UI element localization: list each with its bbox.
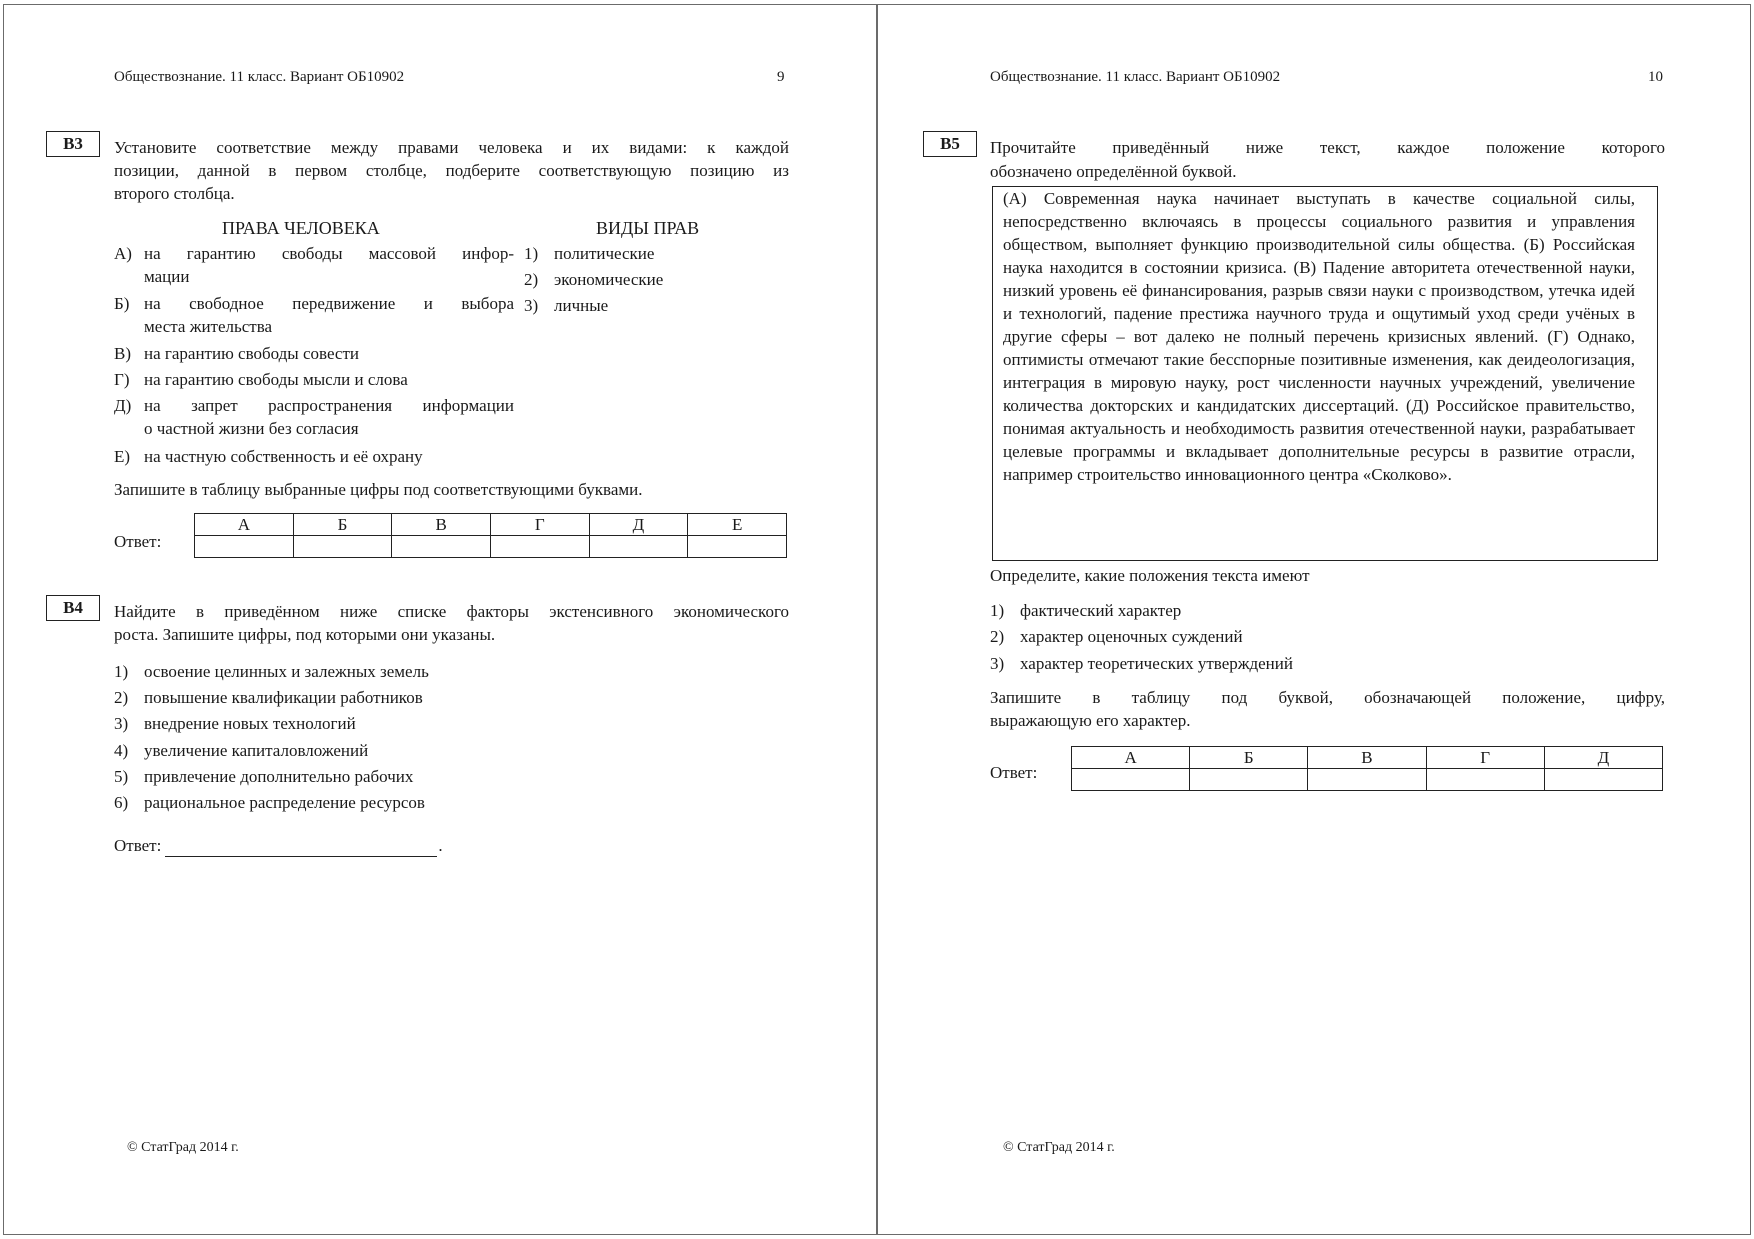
item-text: на частную собственность и её охрану [144, 447, 423, 466]
answer-letter-cell: Г [1426, 747, 1544, 769]
answer-input-row [1072, 769, 1663, 791]
b3-answer-label: Ответ: [114, 532, 162, 551]
question-label-b4: B4 [46, 595, 100, 621]
answer-letter-cell: А [1072, 747, 1190, 769]
item-marker: В) [114, 344, 131, 363]
item-text: привлечение дополнительно рабочих [144, 767, 414, 786]
b3-instruction-line-3: второго столбца. [114, 184, 235, 203]
b5-answer-table [1071, 746, 1663, 791]
b3-write-instruction: Запишите в таблицу выбранные цифры под соответствующими буквами. [114, 480, 643, 499]
answer-input-cell[interactable] [392, 536, 491, 558]
item-marker: Г) [114, 370, 130, 389]
item-text: повышение квалификации работников [144, 688, 423, 707]
answer-letter-cell: В [1308, 747, 1426, 769]
answer-input-cell[interactable] [1308, 769, 1426, 791]
item-text: на гарантию свободы массовой инфор- [144, 244, 514, 263]
item-text: на гарантию свободы совести [144, 344, 359, 363]
answer-letter-cell: Д [589, 514, 688, 536]
b4-answer-line: Ответ: . [114, 836, 443, 855]
item-marker: 3) [114, 714, 129, 733]
answer-input-cell[interactable] [293, 536, 392, 558]
item-text: экономические [554, 270, 664, 289]
item-marker: Д) [114, 396, 132, 415]
item-text: фактический характер [1020, 601, 1182, 620]
answer-input-row [195, 536, 787, 558]
page-9 [3, 4, 877, 1235]
kinds-column-header: ВИДЫ ПРАВ [596, 218, 700, 238]
answer-letter-cell: Б [1190, 747, 1308, 769]
page-footer: © СтатГрад 2014 г. [1003, 1140, 1115, 1155]
answer-letter-cell: В [392, 514, 491, 536]
answer-letters-row [1072, 747, 1663, 769]
answer-input-cell[interactable] [1426, 769, 1544, 791]
item-text: на гарантию свободы мысли и слова [144, 370, 408, 389]
item-text-continued: о частной жизни без согласия [144, 419, 359, 438]
answer-input-cell[interactable] [688, 536, 787, 558]
answer-letters-row [195, 514, 787, 536]
item-marker: 3) [990, 654, 1005, 673]
item-marker: 1) [990, 601, 1005, 620]
question-label-b3: B3 [46, 131, 100, 157]
item-marker: Б) [114, 294, 130, 313]
page-header: Обществознание. 11 класс. Вариант ОБ10902 [114, 69, 405, 85]
item-text: на запрет распространения информации [144, 396, 514, 415]
answer-input-cell[interactable] [1544, 769, 1662, 791]
item-text: личные [554, 296, 609, 315]
item-text-continued: места жительства [144, 317, 273, 336]
item-text: увеличение капиталовложений [144, 741, 369, 760]
b5-write-line-2: выражающую его характер. [990, 711, 1191, 730]
answer-letter-cell: А [195, 514, 294, 536]
reading-passage: (А) Современная наука начинает выступать в качестве социальной силы, непосредственно включаясь в процессы социального развития и управления обществом, выполняет функцию производительной силы общества. (Б) Российская наука находится в состоянии кризиса. (В) Падение авторитета отечественной науки, низкий уровень её финансирования, разрыв связи науки с производством, утечка идей и технологий, падение престижа научного труда и ощутимый уход среди учёных в другие сферы – вот далеко не полный перечень кризисных явлений. (Г) Однако, оптимисты отмечают такие бесспорные позитивные изменения, как деидеологизация, интеграция в мировую науку, рост численности научных учреждений, увеличение количества докторских и кандидатских диссертаций. (Д) Российское правительство, понимая актуальность и необходимость развития отечественной науки, разрабатывает целевые программы и вкладывает дополнительные ресурсы в развитие отрасли, например строительство инновационного центра «Сколково». [1003, 189, 1635, 484]
b4-answer-label: Ответ: [114, 836, 162, 855]
answer-letter-cell: Д [1544, 747, 1662, 769]
answer-input-cell[interactable] [1072, 769, 1190, 791]
page-10 [877, 4, 1751, 1235]
item-text: характер теоретических утверждений [1020, 654, 1293, 673]
item-marker: А) [114, 244, 132, 263]
b3-instruction-line-2: позиции, данной в первом столбце, подберите соответствующую позицию из [114, 161, 789, 180]
item-text: характер оценочных суждений [1020, 627, 1243, 646]
answer-letter-cell: Е [688, 514, 787, 536]
item-marker: 2) [990, 627, 1005, 646]
b4-instruction-line-2: роста. Запишите цифры, под которыми они указаны. [114, 625, 496, 644]
answer-letter-cell: Б [293, 514, 392, 536]
page-number: 9 [777, 69, 785, 85]
item-text: внедрение новых технологий [144, 714, 356, 733]
b5-instruction-line-1: Прочитайте приведённый ниже текст, каждое положение которого [990, 138, 1665, 157]
item-marker: 4) [114, 741, 129, 760]
answer-input-cell[interactable] [195, 536, 294, 558]
page-footer: © СтатГрад 2014 г. [127, 1140, 239, 1155]
item-text: на свободное передвижение и выбора [144, 294, 514, 313]
b5-write-line-1: Запишите в таблицу под буквой, обозначающей положение, цифру, [990, 688, 1665, 707]
b4-answer-blank[interactable] [165, 840, 437, 857]
item-marker: 2) [114, 688, 129, 707]
answer-input-cell[interactable] [1190, 769, 1308, 791]
reading-passage-box [992, 186, 1658, 561]
answer-input-cell[interactable] [589, 536, 688, 558]
b5-question: Определите, какие положения текста имеют [990, 566, 1310, 585]
item-marker: 1) [114, 662, 129, 681]
b4-instruction-line-1: Найдите в приведённом ниже списке факторы экстенсивного экономического [114, 602, 789, 621]
item-text: рациональное распределение ресурсов [144, 793, 425, 812]
item-marker: Е) [114, 447, 131, 466]
page-number: 10 [1648, 69, 1663, 85]
item-marker: 2) [524, 270, 539, 289]
rights-column-header: ПРАВА ЧЕЛОВЕКА [222, 218, 380, 238]
item-marker: 3) [524, 296, 539, 315]
b3-answer-table [194, 513, 787, 558]
item-text-continued: мации [144, 267, 190, 286]
item-text: политические [554, 244, 655, 263]
item-marker: 5) [114, 767, 129, 786]
answer-input-cell[interactable] [490, 536, 589, 558]
item-marker: 1) [524, 244, 539, 263]
b5-answer-label: Ответ: [990, 763, 1038, 782]
item-marker: 6) [114, 793, 129, 812]
question-label-b5: B5 [923, 131, 977, 157]
page-header: Обществознание. 11 класс. Вариант ОБ10902 [990, 69, 1281, 85]
b3-instruction-line-1: Установите соответствие между правами человека и их видами: к каждой [114, 138, 789, 157]
item-text: освоение целинных и залежных земель [144, 662, 429, 681]
answer-letter-cell: Г [490, 514, 589, 536]
b5-instruction-line-2: обозначено определённой буквой. [990, 162, 1237, 181]
